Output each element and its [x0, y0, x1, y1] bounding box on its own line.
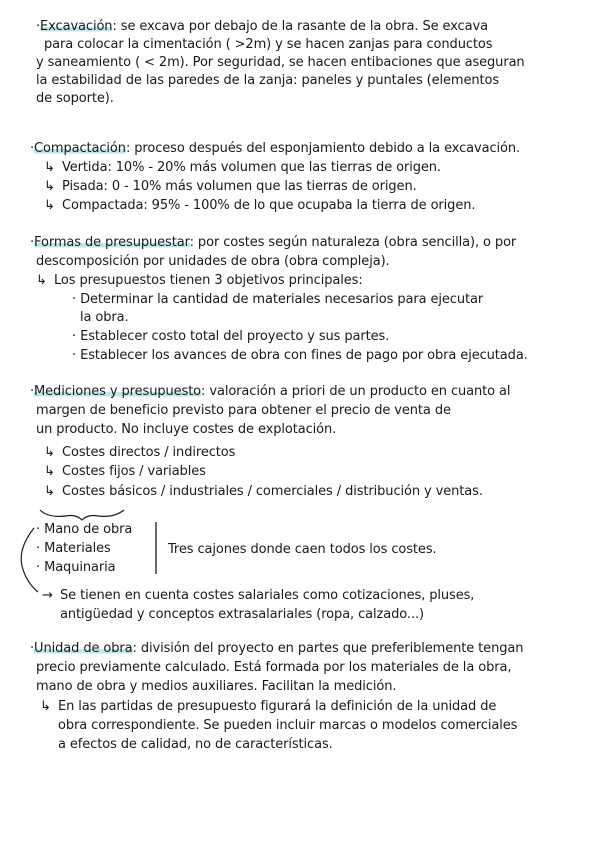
formas-arrow-line: ↳ Los presupuestos tienen 3 objetivos principales: — [36, 273, 363, 288]
arrow-icon: ↳ — [44, 179, 55, 194]
arrow-icon: ↳ — [44, 464, 55, 479]
arrow-icon: ↳ — [44, 160, 55, 175]
arrow-icon: ↳ — [44, 198, 55, 213]
compactacion-title: Compactación — [34, 141, 126, 156]
unidad-arrow-line-1: ↳ En las partidas de presupuesto figurará la definición de la unidad de — [40, 699, 497, 714]
formas-objective-2: · Establecer costo total del proyecto y sus partes. — [72, 329, 390, 344]
unidad-title: Unidad de obra — [34, 641, 133, 656]
mediciones-line-1: ·Mediciones y presupuesto: valoración a priori de un producto en cuanto al — [30, 384, 511, 399]
drawer-mano-de-obra: · Mano de obra — [36, 522, 133, 537]
unidad-arrow-line-2: obra correspondiente. Se pueden incluir marcas o modelos comerciales — [58, 718, 518, 733]
arrow-icon: ↳ — [44, 445, 55, 460]
excavacion-line-4: la estabilidad de las paredes de la zanja: paneles y puntales (elementos — [36, 73, 500, 88]
compactacion-item-pisada: ↳ Pisada: 0 - 10% más volumen que las tierras de origen. — [44, 179, 417, 194]
formas-objective-1-cont: la obra. — [80, 310, 129, 325]
drawers-note: Tres cajones donde caen todos los costes. — [168, 542, 437, 557]
excavacion-title: Excavación — [40, 19, 113, 34]
salary-line-1: → Se tienen en cuenta costes salariales como cotizaciones, pluses, — [42, 588, 475, 603]
unidad-arrow-line-3: a efectos de calidad, no de características. — [58, 737, 333, 752]
excavacion-line-2: para colocar la cimentación ( >2m) y se hacen zanjas para conductos — [44, 37, 493, 52]
formas-line-2: descomposición por unidades de obra (obra compleja). — [36, 254, 390, 269]
curved-arrow — [21, 528, 38, 592]
arrow-icon: ↳ — [40, 699, 51, 714]
unidad-line-3: mano de obra y medios auxiliares. Facilitan la medición. — [36, 679, 397, 694]
compactacion-item-vertida: ↳ Vertida: 10% - 20% más volumen que las tierras de origen. — [44, 160, 441, 175]
salary-line-2: antigüedad y conceptos extrasalariales (ropa, calzado...) — [60, 607, 424, 622]
excavacion-line-5: de soporte). — [36, 91, 114, 106]
arrow-icon: → — [42, 588, 53, 603]
mediciones-line-2: margen de beneficio previsto para obtener el precio de venta de — [36, 403, 451, 418]
drawer-maquinaria: · Maquinaria — [36, 560, 116, 575]
mediciones-line-3: un producto. No incluye costes de explotación. — [36, 422, 337, 437]
formas-line-1: ·Formas de presupuestar: por costes según naturaleza (obra sencilla), o por — [30, 235, 517, 250]
unidad-line-1: ·Unidad de obra: división del proyecto en partes que preferiblemente tengan — [30, 641, 524, 656]
formas-objective-1: · Determinar la cantidad de materiales necesarios para ejecutar — [72, 292, 484, 307]
cost-type-1: ↳ Costes directos / indirectos — [44, 445, 236, 460]
cost-type-2: ↳ Costes fijos / variables — [44, 464, 206, 479]
compactacion-item-compactada: ↳ Compactada: 95% - 100% de lo que ocupaba la tierra de origen. — [44, 198, 476, 213]
excavacion-line-3: y saneamiento ( < 2m). Por seguridad, se hacen entibaciones que aseguran — [36, 55, 525, 70]
formas-objective-3: · Establecer los avances de obra con fines de pago por obra ejecutada. — [72, 348, 528, 363]
excavacion-line-1: ·Excavación: se excava por debajo de la rasante de la obra. Se excava — [36, 19, 488, 34]
unidad-line-2: precio previamente calculado. Está formada por los materiales de la obra, — [36, 660, 512, 675]
mediciones-title: Mediciones y presupuesto — [34, 384, 202, 399]
compactacion-line-1: ·Compactación: proceso después del esponjamiento debido a la excavación. — [30, 141, 521, 156]
drawer-materiales: · Materiales — [36, 541, 111, 556]
arrow-icon: ↳ — [44, 484, 55, 499]
drawers-brace — [40, 510, 124, 520]
formas-title: Formas de presupuestar — [34, 235, 190, 250]
arrow-icon: ↳ — [36, 273, 47, 288]
cost-type-3: ↳ Costes básicos / industriales / comerciales / distribución y ventas. — [44, 484, 483, 499]
